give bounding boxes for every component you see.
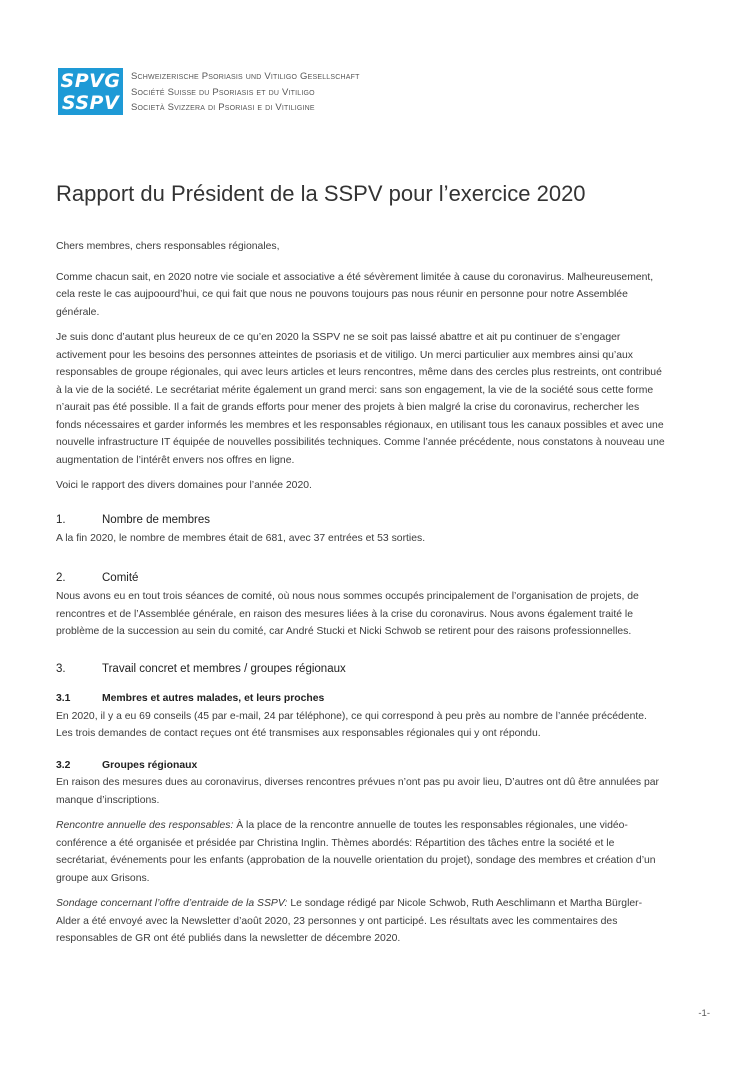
- section-2-title: Comité: [102, 571, 139, 584]
- section-3-2-paragraph-3: [56, 895, 666, 948]
- section-3-2-p3-text: Le sondage rédigé par Nicole Schwob, Ruth Aeschlimann et Martha Bürgler-Alder a été envoyé avec la Newsletter d’août 2020, 23 personnes y ont participé. Les résultats avec les commentaires des responsables de GR ont été publiés dans la newsletter de décembre 2020.: [56, 898, 643, 944]
- section-3-2-text: En raison des mesures dues au coronavirus, diverses rencontres prévues n’ont pas pu avoir lieu, D’autres ont dû être annulées par manque d’inscriptions.: [56, 777, 659, 806]
- section-1-title: Nombre de membres: [102, 513, 211, 526]
- section-2-heading: [56, 570, 666, 588]
- logo-line-1: SPVG: [60, 70, 121, 92]
- greeting: Chers membres, chers responsables régionales,: [56, 241, 280, 252]
- logo-line-2: SSPV: [61, 92, 120, 114]
- section-2-text: Nous avons eu en tout trois séances de comité, où nous nous sommes occupés principalement de l’organisation de projets, de rencontres et de l’Assemblée générale, en raison des mesures liées à la crise du coronavirus. Nous avons également traité le problème de la succession au sein du comité, car André Stucki et Nicki Schwob se retirent pour des raisons professionnelles.: [56, 591, 639, 637]
- section-3-1-number: 3.1: [56, 693, 71, 704]
- section-3-number: 3.: [56, 662, 66, 675]
- section-3-1-text: En 2020, il y a eu 69 conseils (45 par e-mail, 24 par téléphone), ce qui correspond à peu près au nombre de l’année précédente. Les trois demandes de contact reçues ont été transmises aux responsables régionales qui y ont répondu.: [56, 710, 647, 739]
- section-3-2-p2-text: À la place de la rencontre annuelle de toutes les responsables régionales, une vidéo-conférence a été organisée et présidée par Christina Inglin. Thèmes abordés: Répartition des tâches entre la société et le secrétariat, événements pour les enfants (approbation de la nouvelle orientation du projet), sondage des membres et création d’un groupe aux Grisons.: [56, 820, 656, 884]
- section-3-2-p3-label: Sondage concernant l’offre d’entraide de la SSPV:: [56, 898, 288, 909]
- section-3-1-heading: [56, 690, 666, 708]
- section-3-heading: [56, 661, 666, 679]
- section-3-title: Travail concret et membres / groupes régionaux: [102, 662, 346, 675]
- document-body: [56, 238, 666, 956]
- page-title: Rapport du Président de la SSPV pour l’exercice 2020: [56, 181, 586, 206]
- section-3-2-paragraph-2: [56, 817, 666, 887]
- section-3-2-p2-label: Rencontre annuelle des responsables:: [56, 820, 234, 831]
- section-1-heading: [56, 512, 666, 530]
- section-3-1-title: Membres et autres malades, et leurs proches: [102, 693, 325, 704]
- section-1-number: 1.: [56, 513, 66, 526]
- section-1-text: A la fin 2020, le nombre de membres était de 681, avec 37 entrées et 53 sorties.: [56, 533, 426, 544]
- society-name-de: Schweizerische Psoriasis und Vitiligo Gesellschaft: [131, 71, 360, 82]
- page-number: -1-: [698, 1008, 710, 1019]
- section-3-2-heading: [56, 757, 666, 775]
- intro-paragraph-1: Comme chacun sait, en 2020 notre vie sociale et associative a été sévèrement limitée à cause du coronavirus. Malheureusement, cela reste le cas aujpoourd’hui, ce qui fait que nous ne pouvons toujours pas nous réunir en personne pour notre Assemblée générale.: [56, 271, 654, 318]
- section-3-2-number: 3.2: [56, 759, 71, 771]
- society-names: [131, 69, 360, 116]
- section-2-number: 2.: [56, 571, 66, 584]
- section-3-2-title: Groupes régionaux: [102, 759, 198, 771]
- society-name-it: Società Svizzera di Psoriasi e di Vitiligine: [131, 102, 315, 113]
- society-logo: [58, 68, 123, 115]
- intro-paragraph-2: Je suis donc d’autant plus heureux de ce qu’en 2020 la SSPV ne se soit pas laissé abattre et ait pu continuer de s’engager activement pour les besoins des personnes atteintes de psoriasis et de vitiligo. Un merci particulier aux membres ainsi qu’aux responsables de groupe régionales, qui avec leurs articles et leurs rencontres, même dans des cercles plus restreints, ont contribué à la vie de la société. Le secrétariat mérite également un grand merci: sans son engagement, la vie de la société sous cette forme n’aurait pas été possible. Il a fait de grands efforts pour mener des projets à bien malgré la crise du coronavirus, rechercher les fonds nécessaires et garder informés les membres et les responsables régionaux, en utilisant tous les canaux possibles et avec une nouvelle infrastructure IT équipée de nouvelles possibilités techniques. Comme l’année précédente, nous constatons à nouveau une augmentation de l’intérêt envers nos offres en ligne.: [56, 332, 665, 466]
- society-name-fr: Société Suisse du Psoriasis et du Vitiligo: [131, 86, 315, 98]
- intro-paragraph-3: Voici le rapport des divers domaines pour l’année 2020.: [56, 480, 312, 491]
